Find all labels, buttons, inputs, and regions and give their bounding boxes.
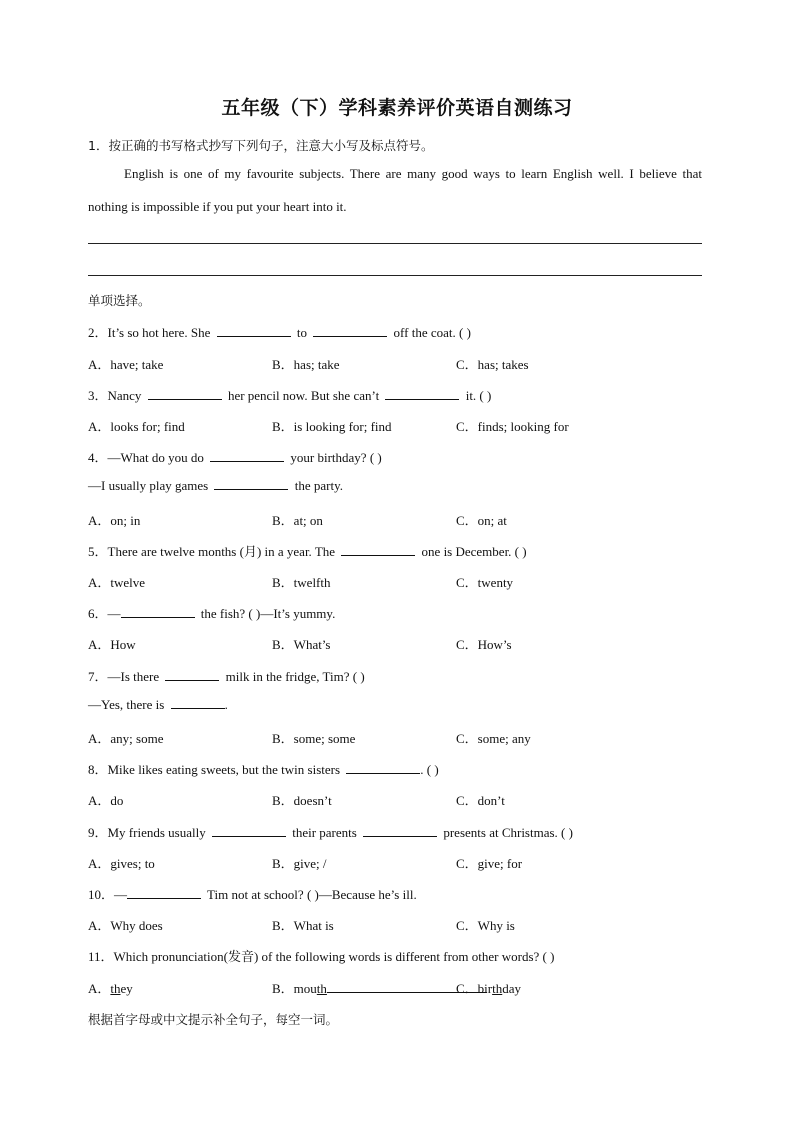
question-2	[88, 322, 471, 341]
q4-line2-part-2: the party.	[294, 478, 343, 493]
q7-blank-1[interactable]	[165, 669, 219, 681]
q5-part-2: one is December. ( )	[421, 544, 527, 559]
q5-option-b[interactable]: B．twelfth	[272, 575, 331, 590]
q11-option-c-suffix: day	[502, 981, 522, 996]
q2-part-3: off the coat. ( )	[393, 325, 471, 340]
q7-part-2: milk in the fridge, Tim? ( )	[225, 669, 365, 684]
question-7-line-2	[88, 697, 228, 713]
q6-part-1: 6．—	[88, 606, 121, 621]
q2-part-2: to	[296, 325, 308, 340]
q3-blank-1[interactable]	[148, 388, 222, 400]
q7-line2-part-1: —Yes, there is	[88, 697, 165, 712]
q5-option-c[interactable]: C．twenty	[456, 575, 514, 590]
q8-option-a[interactable]: A．do	[88, 793, 124, 808]
q5-part-1: 5．There are twelve months (月) in a year. The	[88, 544, 336, 559]
q11-option-c-underlined: th	[492, 981, 503, 996]
q2-option-b[interactable]: B．has; take	[272, 357, 340, 372]
q5-option-a[interactable]: A．twelve	[88, 575, 146, 590]
question-3	[88, 385, 491, 404]
q8-part-2: . ( )	[420, 762, 439, 777]
q9-part-1: 9．My friends usually	[88, 825, 206, 840]
question-4-line-2	[88, 478, 343, 494]
q3-part-1: 3．Nancy	[88, 388, 142, 403]
section-fill-in: 根据首字母或中文提示补全句子，每空一词。	[88, 1012, 339, 1027]
question-5	[88, 541, 527, 560]
q3-option-c[interactable]: C．finds; looking for	[456, 419, 569, 434]
writing-line-1[interactable]	[88, 243, 702, 244]
q6-option-b[interactable]: B．What’s	[272, 637, 331, 652]
q10-blank-1[interactable]	[127, 887, 201, 899]
q10-part-1: 10．—	[88, 887, 128, 902]
q3-option-a[interactable]: A．looks for; find	[88, 419, 185, 434]
question-11: 11．Which pronunciation(发音) of the following words is different from other words? ( )	[88, 949, 555, 964]
q9-option-c[interactable]: C．give; for	[456, 856, 523, 871]
question-8	[88, 759, 439, 778]
q11-option-b-underlined: th	[316, 981, 327, 996]
q6-part-2: the fish? ( )—It’s yummy.	[200, 606, 336, 621]
q11-option-a[interactable]	[88, 978, 133, 997]
q1-passage-line-1: English is one of my favourite subjects. There are many good ways to learn English well. I believe that	[124, 166, 702, 181]
q8-part-1: 8．Mike likes eating sweets, but the twin sisters	[88, 762, 341, 777]
q8-option-c[interactable]: C．don’t	[456, 793, 505, 808]
question-4	[88, 447, 382, 466]
q2-blank-1[interactable]	[217, 325, 291, 337]
q11-option-a-underlined: th	[110, 981, 121, 996]
q3-part-3: it. ( )	[465, 388, 492, 403]
question-6	[88, 603, 335, 622]
q3-part-2: her pencil now. But she can’t	[227, 388, 380, 403]
q7-line2-part-2: .	[224, 697, 228, 712]
q4-blank-1[interactable]	[210, 450, 284, 462]
q9-part-2: their parents	[292, 825, 357, 840]
q2-part-1: 2．It’s so hot here. She	[88, 325, 211, 340]
q3-blank-2[interactable]	[385, 388, 459, 400]
q5-blank-1[interactable]	[341, 544, 415, 556]
q4-option-a[interactable]: A．on; in	[88, 513, 141, 528]
q4-part-2: your birthday? ( )	[290, 450, 382, 465]
q11-option-c[interactable]	[456, 978, 521, 997]
q9-option-b[interactable]: B．give; /	[272, 856, 327, 871]
q10-option-a[interactable]: A．Why does	[88, 918, 163, 933]
q1-instruction: 1．按正确的书写格式抄写下列句子，注意大小写及标点符号。	[88, 138, 434, 153]
section-single-choice: 单项选择。	[88, 293, 151, 308]
q2-option-a[interactable]: A．have; take	[88, 357, 164, 372]
q7-blank-2[interactable]	[171, 697, 225, 709]
q11-option-b-prefix: B．mou	[272, 981, 317, 996]
q4-part-1: 4．—What do you do	[88, 450, 204, 465]
q7-option-a[interactable]: A．any; some	[88, 731, 164, 746]
q8-blank-1[interactable]	[346, 762, 420, 774]
q11-option-a-prefix: A．	[88, 981, 111, 996]
q4-option-b[interactable]: B．at; on	[272, 513, 323, 528]
q7-option-b[interactable]: B．some; some	[272, 731, 356, 746]
q7-part-1: 7．—Is there	[88, 669, 160, 684]
q10-option-c[interactable]: C．Why is	[456, 918, 515, 933]
q9-part-3: presents at Christmas. ( )	[443, 825, 573, 840]
q11-option-a-suffix: ey	[120, 981, 133, 996]
q8-option-b[interactable]: B．doesn’t	[272, 793, 332, 808]
q3-option-b[interactable]: B．is looking for; find	[272, 419, 392, 434]
q6-blank-1[interactable]	[121, 606, 195, 618]
q2-option-c[interactable]: C．has; takes	[456, 357, 529, 372]
q9-option-a[interactable]: A．gives; to	[88, 856, 155, 871]
page-title: 五年级（下）学科素养评价英语自测练习	[221, 97, 573, 119]
question-10	[88, 884, 417, 903]
q1-passage-line-2: nothing is impossible if you put your heart into it.	[88, 199, 347, 214]
q10-option-b[interactable]: B．What is	[272, 918, 334, 933]
writing-line-2[interactable]	[88, 275, 702, 276]
question-7	[88, 666, 365, 685]
q4-line2-part-1: —I usually play games	[88, 478, 209, 493]
q11-option-c-prefix: C．bir	[456, 981, 493, 996]
q4-option-c[interactable]: C．on; at	[456, 513, 507, 528]
q6-option-c[interactable]: C．How’s	[456, 637, 512, 652]
q9-blank-2[interactable]	[363, 825, 437, 837]
q6-option-a[interactable]: A．How	[88, 637, 136, 652]
q9-blank-1[interactable]	[212, 825, 286, 837]
q7-option-c[interactable]: C．some; any	[456, 731, 531, 746]
q4-blank-2[interactable]	[214, 478, 288, 490]
question-9	[88, 822, 573, 841]
q2-blank-2[interactable]	[313, 325, 387, 337]
q10-part-2: Tim not at school? ( )—Because he’s ill.	[207, 887, 417, 902]
